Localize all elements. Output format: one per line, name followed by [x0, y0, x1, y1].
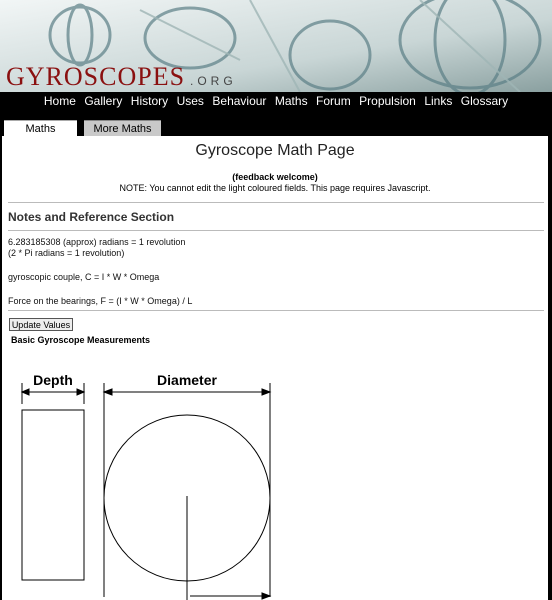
depth-arrowhead-left [22, 389, 29, 395]
tab-more-maths[interactable]: More Maths [84, 120, 161, 137]
nav-home[interactable]: Home [43, 94, 76, 108]
radius-arrowhead [262, 593, 270, 599]
nav-behaviour[interactable]: Behaviour [212, 94, 267, 108]
depth-rectangle [22, 410, 84, 580]
radians-line: 6.283185308 (approx) radians = 1 revolution [8, 237, 186, 247]
nav-history[interactable]: History [130, 94, 169, 108]
tab-maths[interactable]: Maths [4, 120, 77, 137]
content-panel [2, 136, 548, 600]
force-formula: Force on the bearings, F = (I * W * Omega) / L [8, 296, 193, 306]
feedback-link[interactable]: (feedback welcome) [232, 172, 318, 182]
diameter-arrowhead-right [262, 389, 270, 395]
javascript-note: NOTE: You cannot edit the light coloured fields. This page requires Javascript. [119, 183, 431, 193]
radians-note: (2 * Pi radians = 1 revolution) [8, 248, 125, 258]
couple-formula: gyroscopic couple, C = I * W * Omega [8, 272, 160, 282]
nav-gallery[interactable]: Gallery [84, 94, 123, 108]
nav-propulsion[interactable]: Propulsion [359, 94, 416, 108]
gyroscope-measurement-diagram [2, 350, 548, 600]
nav-forum[interactable]: Forum [316, 94, 351, 108]
page-title: Gyroscope Math Page [195, 142, 355, 159]
site-logo[interactable]: GYROSCOPES [6, 62, 186, 91]
divider [8, 230, 544, 231]
basic-measurements-heading: Basic Gyroscope Measurements [11, 335, 151, 345]
update-values-button[interactable]: Update Values [9, 318, 73, 331]
header-banner [0, 0, 552, 92]
tab-bar [0, 116, 552, 136]
main-nav [0, 92, 552, 116]
nav-links[interactable]: Links [424, 94, 453, 108]
divider [8, 310, 544, 311]
site-logo-suffix: .ORG [190, 74, 237, 88]
depth-arrowhead-right [77, 389, 84, 395]
notes-heading: Notes and Reference Section [8, 210, 175, 224]
nav-maths[interactable]: Maths [274, 94, 308, 108]
nav-glossary[interactable]: Glossary [460, 94, 509, 108]
diameter-arrowhead-left [104, 389, 112, 395]
divider [8, 202, 544, 203]
nav-uses[interactable]: Uses [176, 94, 204, 108]
diameter-label: Diameter [157, 372, 217, 388]
depth-label: Depth [33, 372, 73, 388]
